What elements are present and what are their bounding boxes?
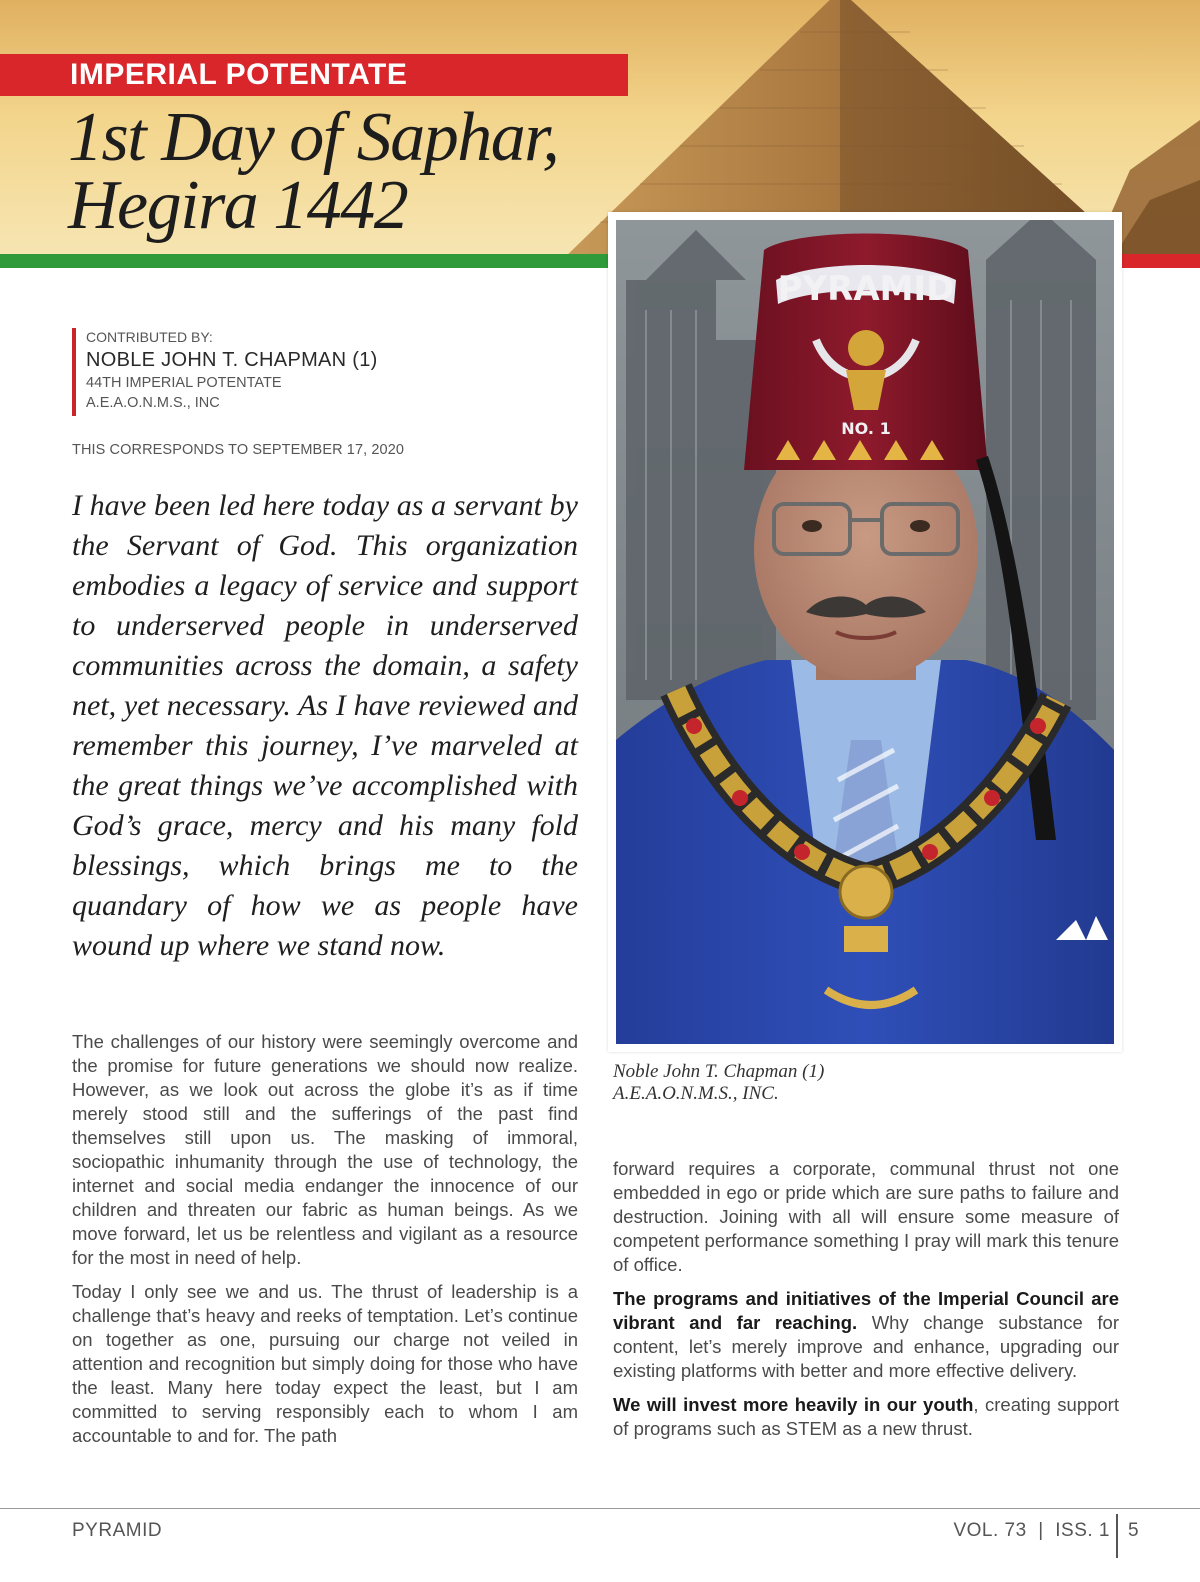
paragraph: forward requires a corporate, communal thrust not one embedded in ego or pride which are sure paths to failure and destruction. Joining with all will ensure some measure of competent performance something I pray will mark this tenure of office. xyxy=(613,1158,1119,1275)
page-title-line-2: Hegira 1442 xyxy=(68,167,408,244)
page-title xyxy=(68,99,648,244)
article-column-right xyxy=(613,1157,1119,1441)
fez-number: NO. 1 xyxy=(841,419,891,438)
paragraph xyxy=(613,1393,1119,1441)
section-label: IMPERIAL POTENTATE xyxy=(70,58,408,91)
footer-publication: PYRAMID xyxy=(72,1520,163,1541)
paragraph-lead: We will invest more heavily in our youth xyxy=(613,1394,974,1415)
date-note: THIS CORRESPONDS TO SEPTEMBER 17, 2020 xyxy=(72,442,405,458)
author-title: 44TH IMPERIAL POTENTATE xyxy=(86,375,282,391)
page-title-line-1: 1st Day of Saphar, xyxy=(68,99,559,176)
footer-divider xyxy=(0,1508,1200,1509)
photo-caption xyxy=(613,1061,1093,1105)
paragraph xyxy=(613,1287,1119,1383)
caption-line-2: A.E.A.O.N.M.S., INC. xyxy=(613,1083,779,1104)
footer-issue-info xyxy=(953,1520,1110,1542)
footer-volume: VOL. 73 xyxy=(953,1520,1027,1541)
portrait-photo-frame xyxy=(608,212,1122,1052)
paragraph-rest: , creating support of programs such as STEM as a new thrust. xyxy=(613,1394,1119,1439)
author-name: NOBLE JOHN T. CHAPMAN (1) xyxy=(86,349,378,371)
byline xyxy=(72,328,378,416)
footer-page-divider xyxy=(1116,1514,1118,1558)
paragraph-lead: The programs and initiatives of the Imperial Council are vibrant and far reaching. xyxy=(613,1288,1119,1333)
pull-quote: I have been led here today as a servant by the Servant of God. This organization embodies a legacy of service and support to underserved people in underserved communities across the domain, a safety net, yet necessary. As I have reviewed and remember this journey, I’ve marveled at the great things we’ve accomplished with God’s grace, mercy and his many fold blessings, which brings me to the quandary of how we as people have wound up where we stand now. xyxy=(72,489,578,962)
fez-lettering: PYRAMID xyxy=(777,269,955,309)
paragraph-rest: Why change substance for content, let’s merely improve and enhance, upgrading our existing platforms with better and more effective delivery. xyxy=(613,1312,1119,1381)
paragraph: Today I only see we and us. The thrust of leadership is a challenge that’s heavy and reeks of temptation. Let’s continue on together as one, pursuing our charge not veiled in attention and recognition but simply doing for those who have the least. Many here today expect the least, but I am committed to serving responsibly each to whom I am accountable to and for. The path xyxy=(72,1281,578,1446)
article-column-left xyxy=(72,1030,578,1448)
footer-separator: | xyxy=(1038,1520,1044,1541)
byline-label: CONTRIBUTED BY: xyxy=(86,329,213,345)
green-divider-bar xyxy=(0,254,612,268)
page-number: 5 xyxy=(1128,1520,1139,1541)
red-divider-bar xyxy=(1122,254,1200,268)
paragraph: The challenges of our history were seemingly overcome and the promise for future generations we should now realize. However, as we look out across the globe it’s as if time merely stood still and the sufferings of the past find themselves still upon us. The masking of immoral, sociopathic inhumanity through the use of technology, the internet and social media endanger the innocence of our children and threaten our fabric as human beings. As we move forward, let us be relentless and vigilant as a resource for the most in need of help. xyxy=(72,1031,578,1268)
author-organization: A.E.A.O.N.M.S., INC xyxy=(86,395,220,411)
portrait-photo xyxy=(616,220,1114,1044)
footer-issue: ISS. 1 xyxy=(1055,1520,1110,1541)
caption-line-1: Noble John T. Chapman (1) xyxy=(613,1061,825,1082)
